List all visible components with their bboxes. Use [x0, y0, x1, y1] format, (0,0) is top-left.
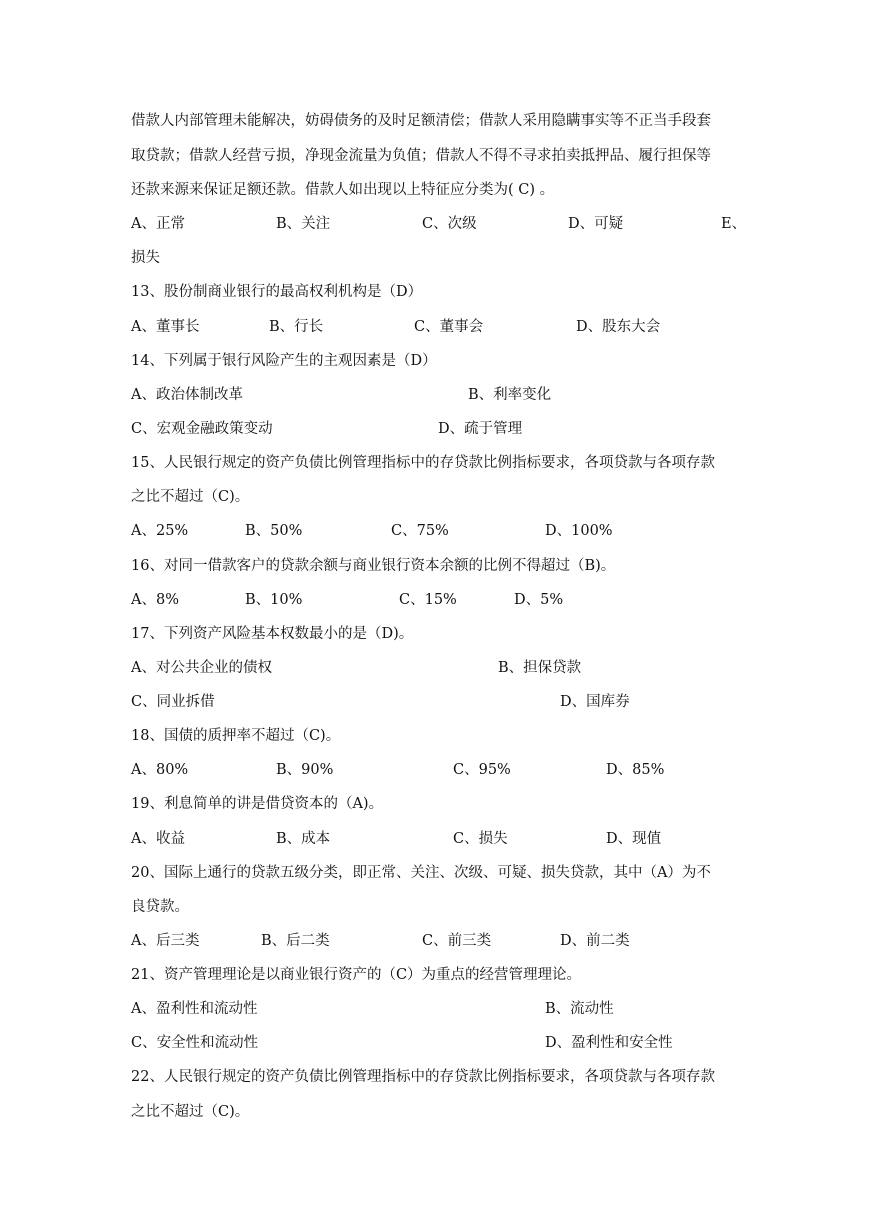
q14-option-c: C、宏观金融政策变动	[131, 421, 273, 437]
q12-option-d: D、可疑	[568, 216, 624, 232]
q14-option-d: D、疏于管理	[438, 421, 523, 437]
q22-stem-line-1: 22、人民银行规定的资产负债比例管理指标中的存贷款比例指标要求，各项贷款与各项存款	[131, 1069, 715, 1085]
q20-option-d: D、前二类	[560, 933, 630, 949]
q16-option-d: D、5%	[514, 592, 564, 608]
q15-stem-line-1: 15、人民银行规定的资产负债比例管理指标中的存贷款比例指标要求，各项贷款与各项存款	[131, 455, 715, 471]
q17-option-d: D、国库券	[560, 694, 630, 710]
q12-option-c: C、次级	[422, 216, 477, 232]
q15-option-a: A、25%	[131, 523, 189, 539]
q15-option-c: C、75%	[391, 523, 449, 539]
q13-option-a: A、董事长	[131, 319, 200, 335]
q13-option-d: D、股东大会	[576, 319, 661, 335]
q20-option-a: A、后三类	[131, 933, 200, 949]
q16-option-b: B、10%	[245, 592, 303, 608]
q13-option-b: B、行长	[269, 319, 324, 335]
q20-option-c: C、前三类	[422, 933, 492, 949]
q12-stem-line-2: 取贷款；借款人经营亏损，净现金流量为负值；借款人不得不寻求拍卖抵押品、履行担保等	[131, 148, 711, 164]
q12-stem-line-1: 借款人内部管理未能解决，妨碍债务的及时足额清偿；借款人采用隐瞒事实等不正当手段套	[131, 113, 711, 129]
q17-option-b: B、担保贷款	[498, 660, 582, 676]
q12-option-b: B、关注	[276, 216, 331, 232]
q18-stem: 18、国债的质押率不超过（C)。	[131, 728, 341, 744]
q16-option-a: A、8%	[131, 592, 179, 608]
q14-stem: 14、下列属于银行风险产生的主观因素是（D）	[131, 353, 437, 369]
q20-stem-line-2: 良贷款。	[131, 899, 189, 915]
q21-option-d: D、盈利性和安全性	[545, 1035, 673, 1051]
q18-option-a: A、80%	[131, 762, 189, 778]
q19-option-b: B、成本	[276, 831, 331, 847]
q16-option-c: C、15%	[399, 592, 457, 608]
q19-option-d: D、现值	[606, 831, 662, 847]
q18-option-c: C、95%	[453, 762, 511, 778]
q21-option-c: C、安全性和流动性	[131, 1035, 259, 1051]
q14-option-a: A、政治体制改革	[131, 387, 243, 403]
q14-option-b: B、利率变化	[468, 387, 552, 403]
q18-option-d: D、85%	[606, 762, 665, 778]
q15-option-b: B、50%	[245, 523, 303, 539]
q12-stem-line-3: 还款来源来保证足额还款。借款人如出现以上特征应分类为( C) 。	[131, 182, 555, 198]
q19-option-c: C、损失	[453, 831, 508, 847]
q18-option-b: B、90%	[276, 762, 334, 778]
q15-stem-line-2: 之比不超过（C)。	[131, 489, 250, 505]
q21-stem: 21、资产管理理论是以商业银行资产的（C）为重点的经营管理理论。	[131, 967, 582, 983]
q17-stem: 17、下列资产风险基本权数最小的是（D)。	[131, 626, 414, 642]
q13-option-c: C、董事会	[414, 319, 484, 335]
q13-stem: 13、股份制商业银行的最高权利机构是（D）	[131, 284, 423, 300]
q15-option-d: D、100%	[545, 523, 613, 539]
q12-option-e-cont: 损失	[131, 250, 160, 266]
q20-stem-line-1: 20、国际上通行的贷款五级分类，即正常、关注、次级、可疑、损失贷款，其中（A）为不	[131, 865, 711, 881]
q12-option-a: A、正常	[131, 216, 185, 232]
q12-option-e: E、	[721, 216, 747, 232]
q16-stem: 16、对同一借款客户的贷款余额与商业银行资本余额的比例不得超过（B)。	[131, 558, 616, 574]
q22-stem-line-2: 之比不超过（C)。	[131, 1104, 250, 1120]
q17-option-c: C、同业拆借	[131, 694, 215, 710]
q21-option-b: B、流动性	[545, 1001, 614, 1017]
q19-stem: 19、利息简单的讲是借贷资本的（A)。	[131, 796, 384, 812]
q20-option-b: B、后二类	[261, 933, 330, 949]
q19-option-a: A、收益	[131, 831, 185, 847]
q21-option-a: A、盈利性和流动性	[131, 1001, 258, 1017]
q17-option-a: A、对公共企业的债权	[131, 660, 272, 676]
